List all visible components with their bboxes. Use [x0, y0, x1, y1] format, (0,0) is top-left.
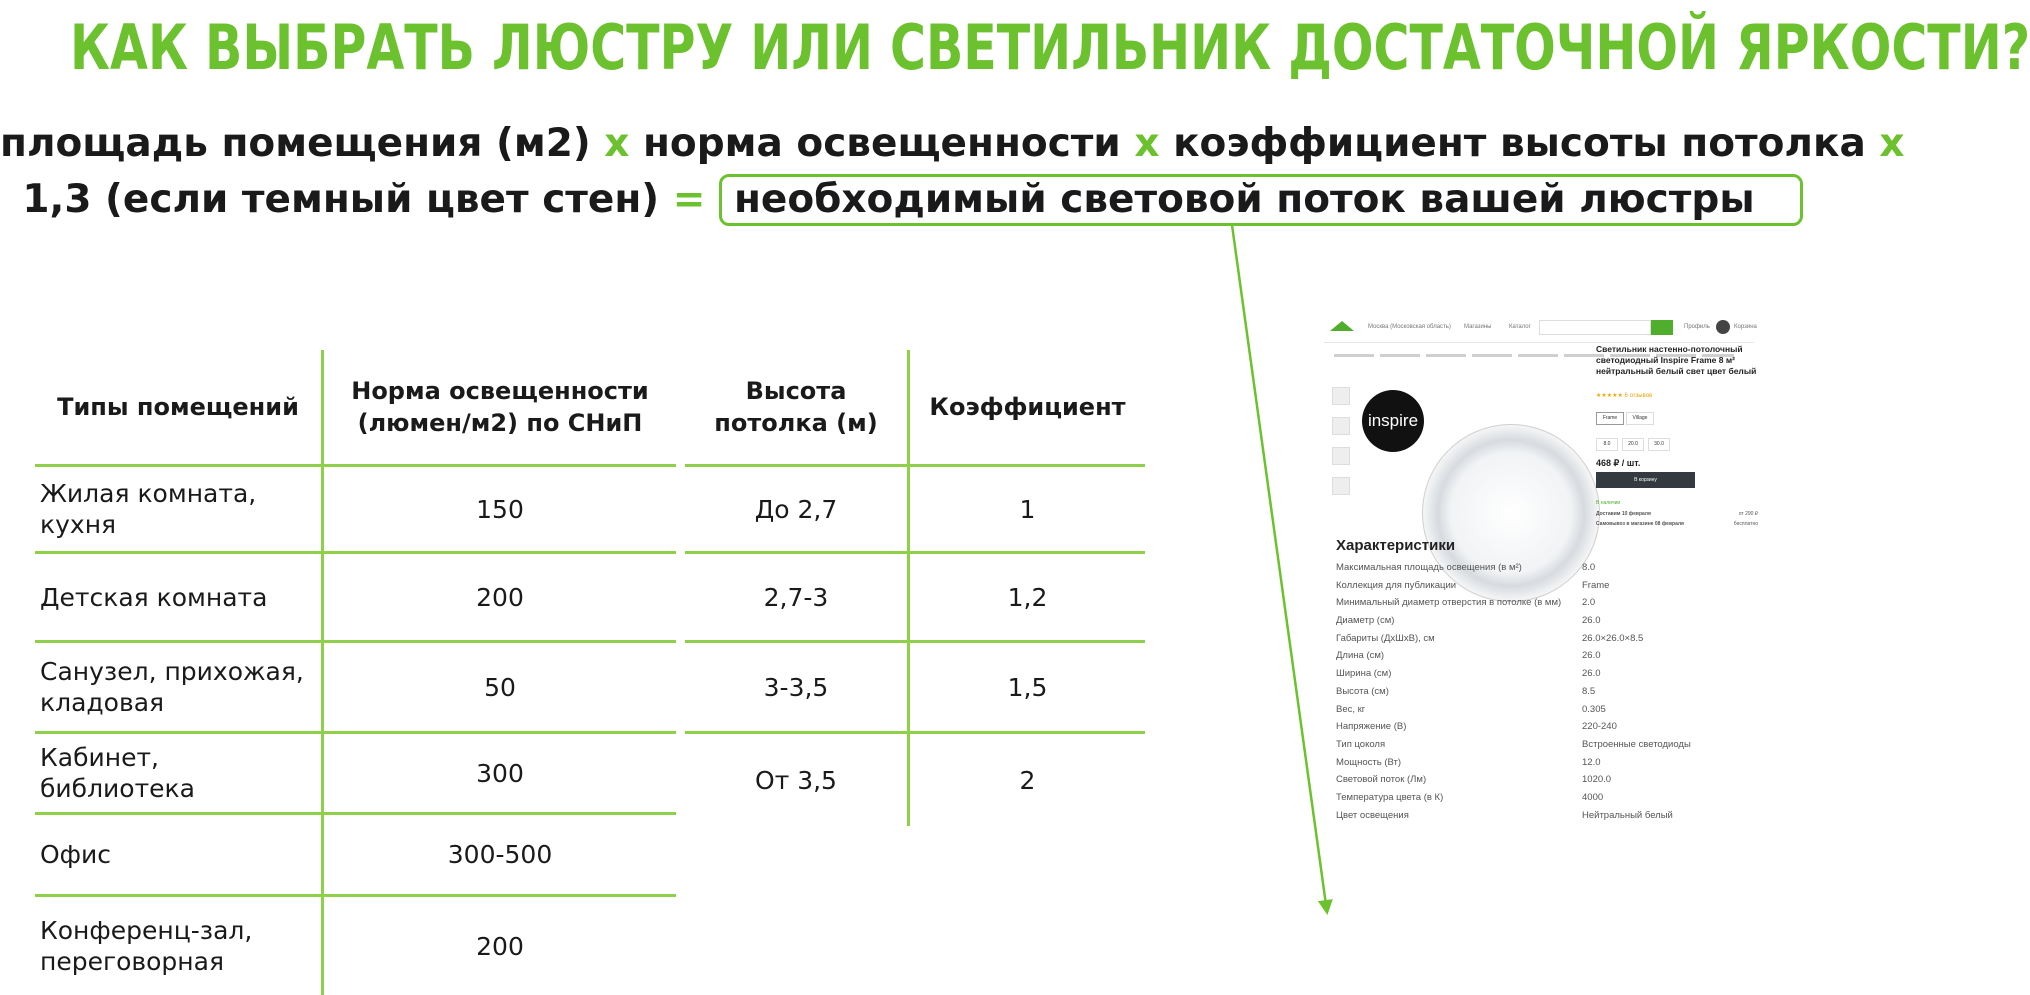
- height-cell: 3-3,5: [685, 642, 909, 733]
- delivery-row: [1596, 509, 1758, 519]
- table-row: [685, 733, 1145, 827]
- spec-row: [1336, 686, 1756, 704]
- spec-row: [1336, 721, 1756, 739]
- spec-key: Напряжение (В): [1336, 721, 1406, 732]
- spec-row: [1336, 580, 1756, 598]
- spec-row: [1336, 792, 1756, 810]
- room-cell: Конференц-зал, переговорная: [35, 896, 323, 995]
- formula-ceiling-coef: коэффициент высоты потолка: [1173, 121, 1866, 166]
- cart-icon[interactable]: [1716, 320, 1730, 334]
- delivery-label: Доставим 10 февраля: [1596, 511, 1651, 517]
- thumbnail[interactable]: [1332, 477, 1350, 495]
- spec-row: [1336, 810, 1756, 828]
- formula-area: площадь помещения (м2): [0, 121, 591, 166]
- room-norms-table: [35, 350, 676, 995]
- norm-cell: 200: [323, 553, 677, 642]
- formula-result: необходимый световой поток вашей люстры: [719, 174, 1803, 226]
- height-cell: От 3,5: [685, 733, 909, 827]
- spec-value: 220-240: [1582, 721, 1617, 732]
- ceiling-coef-header-row: [685, 350, 1145, 466]
- thumbnail[interactable]: [1332, 417, 1350, 435]
- coef-cell: 1: [909, 466, 1146, 553]
- room-norms-header-row: [35, 350, 676, 466]
- table-row: [35, 466, 676, 553]
- spec-key: Мощность (Вт): [1336, 757, 1401, 768]
- spec-value: Встроенные светодиоды: [1582, 739, 1691, 750]
- spec-key: Минимальный диаметр отверстия в потолке (в мм): [1336, 597, 1561, 608]
- product-price: 468 ₽ / шт.: [1596, 458, 1640, 469]
- spec-row: [1336, 597, 1756, 615]
- spec-key: Тип цоколя: [1336, 739, 1385, 750]
- spec-row: [1336, 562, 1756, 580]
- norm-cell: 50: [323, 642, 677, 733]
- table-row: [685, 466, 1145, 553]
- thumbnail[interactable]: [1332, 387, 1350, 405]
- pickup-label: Самовывоз в магазине 08 февраля: [1596, 521, 1684, 527]
- spec-key: Габариты (ДхШхВ), см: [1336, 633, 1435, 644]
- formula-dark-walls: 1,3 (если темный цвет стен): [22, 177, 659, 222]
- availability-status: В наличии: [1596, 500, 1620, 506]
- room-cell: Детская комната: [35, 553, 323, 642]
- size-option[interactable]: 30.0: [1648, 438, 1670, 451]
- size-option[interactable]: 20.0: [1622, 438, 1644, 451]
- store-header: [1324, 312, 1754, 343]
- spec-row: [1336, 774, 1756, 792]
- delivery-price: от 290 ₽: [1739, 509, 1758, 519]
- ceiling-coef-table: [685, 350, 1145, 826]
- specs-title: Характеристики: [1336, 537, 1455, 554]
- spec-value: 26.0: [1582, 668, 1601, 679]
- spec-row: [1336, 668, 1756, 686]
- spec-value: 26.0×26.0×8.5: [1582, 633, 1643, 644]
- spec-key: Высота (см): [1336, 686, 1389, 697]
- profile-link[interactable]: Профиль: [1684, 324, 1710, 330]
- spec-value: 4000: [1582, 792, 1603, 803]
- size-option[interactable]: 8.0: [1596, 438, 1618, 451]
- page-title: КАК ВЫБРАТЬ ЛЮСТРУ ИЛИ СВЕТИЛЬНИК ДОСТАТОЧНОЙ ЯРКОСТИ?: [70, 0, 1453, 96]
- product-card-screenshot: [1318, 312, 1758, 972]
- pointer-arrow: [1232, 225, 1327, 912]
- table-row: [685, 553, 1145, 642]
- cart-label[interactable]: Корзина: [1734, 324, 1757, 330]
- coef-cell: 1,2: [909, 553, 1146, 642]
- norm-cell: 150: [323, 466, 677, 553]
- pickup-price: бесплатно: [1734, 519, 1758, 529]
- formula-norm: норма освещенности: [643, 121, 1121, 166]
- spec-row: [1336, 739, 1756, 757]
- spec-value: 12.0: [1582, 757, 1601, 768]
- location-selector[interactable]: Москва (Московская область): [1368, 324, 1451, 330]
- norm-cell: 300: [323, 733, 677, 814]
- spec-row: [1336, 704, 1756, 722]
- table-row: [35, 733, 676, 814]
- specs-list: [1336, 562, 1756, 827]
- spec-key: Ширина (см): [1336, 668, 1391, 679]
- formula-multiply-3: х: [1879, 121, 1904, 166]
- spec-row: [1336, 633, 1756, 651]
- add-to-cart-button[interactable]: В корзину: [1596, 472, 1695, 488]
- formula-equals: =: [673, 177, 706, 222]
- search-button[interactable]: [1651, 320, 1673, 335]
- spec-key: Температура цвета (в К): [1336, 792, 1443, 803]
- rating-stars[interactable]: ★★★★★ 6 отзывов: [1596, 392, 1652, 399]
- table-row: [35, 642, 676, 733]
- spec-value: 2.0: [1582, 597, 1595, 608]
- table-row: [35, 896, 676, 995]
- header-ceiling-height: Высота потолка (м): [685, 350, 909, 466]
- image-thumbnails: [1332, 387, 1350, 507]
- header-light-norm: Норма освещенности (люмен/м2) по СНиП: [323, 350, 677, 466]
- catalog-button[interactable]: Каталог: [1509, 324, 1531, 330]
- search-input[interactable]: [1539, 320, 1651, 335]
- thumbnail[interactable]: [1332, 447, 1350, 465]
- spec-value: 8.0: [1582, 562, 1595, 573]
- product-name: Светильник настенно-потолочный светодиодный Inspire Frame 8 м² нейтральный белый свет цвет белый: [1596, 344, 1766, 377]
- spec-value: 26.0: [1582, 615, 1601, 626]
- room-cell: Кабинет, библиотека: [35, 733, 323, 814]
- header-coefficient: Коэффициент: [909, 350, 1146, 466]
- coef-cell: 1,5: [909, 642, 1146, 733]
- room-cell: Офис: [35, 814, 323, 896]
- spec-key: Вес, кг: [1336, 704, 1365, 715]
- spec-value: 1020.0: [1582, 774, 1611, 785]
- pickup-row: [1596, 519, 1758, 529]
- store-logo-icon[interactable]: [1330, 321, 1354, 331]
- table-row: [35, 553, 676, 642]
- spec-value: Нейтральный белый: [1582, 810, 1673, 821]
- option-village[interactable]: Village: [1626, 412, 1654, 425]
- coef-cell: 2: [909, 733, 1146, 827]
- formula-multiply-2: х: [1134, 121, 1159, 166]
- spec-key: Диаметр (см): [1336, 615, 1394, 626]
- shops-link[interactable]: Магазины: [1464, 324, 1491, 330]
- spec-key: Коллекция для публикации: [1336, 580, 1456, 591]
- table-row: [685, 642, 1145, 733]
- header-room-type: Типы помещений: [35, 350, 323, 466]
- spec-key: Максимальная площадь освещения (в м²): [1336, 562, 1522, 573]
- spec-value: 26.0: [1582, 650, 1601, 661]
- table-row: [35, 814, 676, 896]
- spec-key: Цвет освещения: [1336, 810, 1409, 821]
- height-cell: 2,7-3: [685, 553, 909, 642]
- spec-row: [1336, 650, 1756, 668]
- spec-value: 8.5: [1582, 686, 1595, 697]
- formula-multiply-1: х: [604, 121, 629, 166]
- spec-key: Длина (см): [1336, 650, 1384, 661]
- room-cell: Санузел, прихожая, кладовая: [35, 642, 323, 733]
- brand-logo: inspire: [1362, 390, 1424, 452]
- option-frame[interactable]: Frame: [1596, 412, 1624, 425]
- norm-cell: 200: [323, 896, 677, 995]
- spec-row: [1336, 615, 1756, 633]
- spec-value: Frame: [1582, 580, 1609, 591]
- room-cell: Жилая комната, кухня: [35, 466, 323, 553]
- delivery-info: [1596, 509, 1758, 529]
- spec-value: 0.305: [1582, 704, 1606, 715]
- spec-key: Световой поток (Лм): [1336, 774, 1426, 785]
- height-cell: До 2,7: [685, 466, 909, 553]
- norm-cell: 300-500: [323, 814, 677, 896]
- spec-row: [1336, 757, 1756, 775]
